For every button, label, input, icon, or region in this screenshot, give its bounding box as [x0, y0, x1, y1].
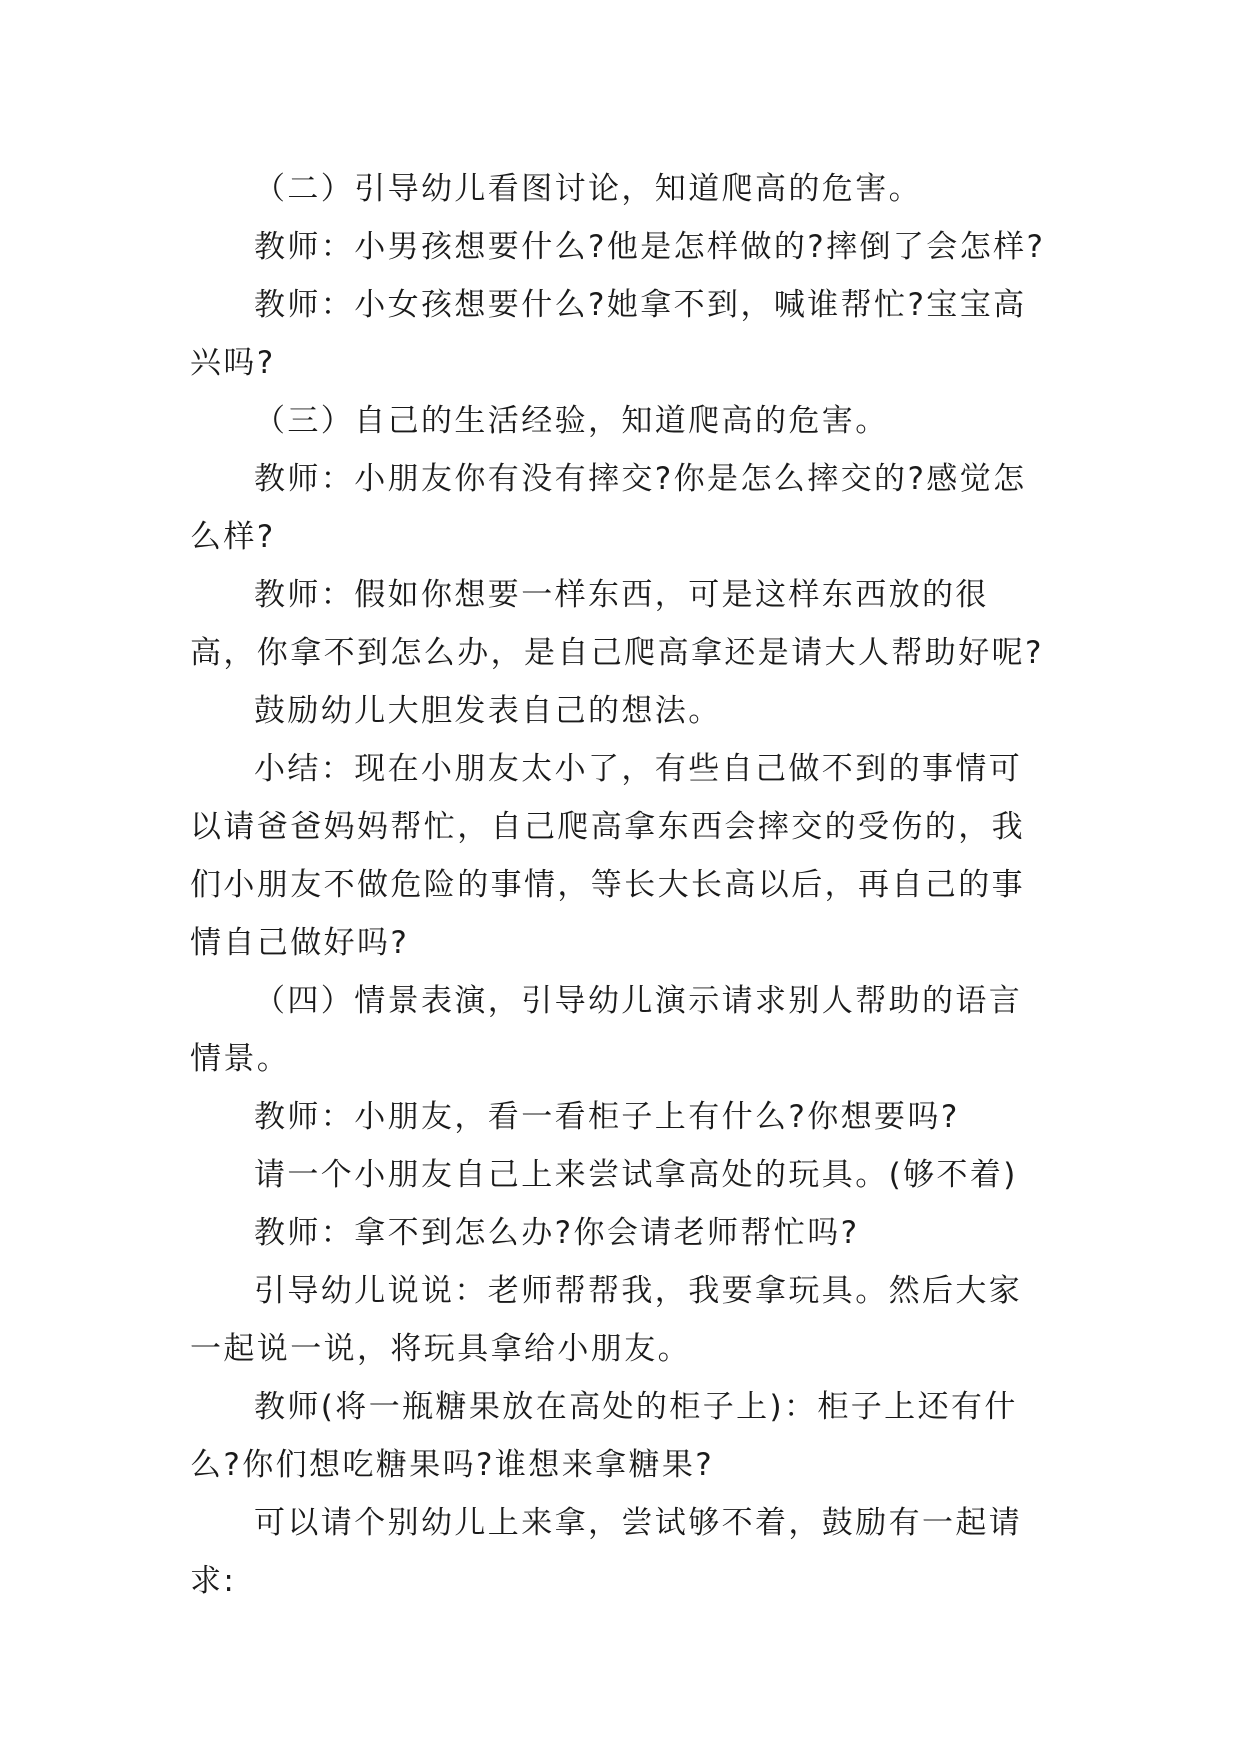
paragraph-child-try: 请一个小朋友自己上来尝试拿高处的玩具。(够不着): [254, 1157, 1018, 1193]
paragraph-teacher-question-reach: 教师：假如你想要一样东西，可是这样东西放的很高，你拿不到怎么办，是自己爬高拿还是请大人帮助好呢?: [190, 577, 1044, 671]
paragraph-section-4-heading: （四）情景表演，引导幼儿演示请求别人帮助的语言情景。: [190, 983, 1023, 1077]
paragraph-teacher-candy: 教师(将一瓶糖果放在高处的柜子上)：柜子上还有什么?你们想吃糖果吗?谁想来拿糖果?: [190, 1389, 1018, 1483]
paragraph-summary: 小结：现在小朋友太小了，有些自己做不到的事情可以请爸爸妈妈帮忙，自己爬高拿东西会摔交的受伤的，我们小朋友不做危险的事情，等长大长高以后，再自己的事情自己做好吗?: [190, 751, 1025, 961]
paragraph-teacher-question-boy: 教师：小男孩想要什么?他是怎样做的?摔倒了会怎样?: [254, 229, 1046, 265]
paragraph-encourage: 鼓励幼儿大胆发表自己的想法。: [254, 693, 722, 729]
document-body: [190, 160, 1052, 1610]
paragraph-section-3-heading: （三）自己的生活经验，知道爬高的危害。: [254, 403, 889, 439]
paragraph-teacher-help: 教师：拿不到怎么办?你会请老师帮忙吗?: [254, 1215, 860, 1251]
paragraph-teacher-question-fall: 教师：小朋友你有没有摔交?你是怎么摔交的?感觉怎么样?: [190, 461, 1027, 555]
paragraph-teacher-cabinet: 教师：小朋友，看一看柜子上有什么?你想要吗?: [254, 1099, 960, 1135]
paragraph-guide-speak: 引导幼儿说说：老师帮帮我，我要拿玩具。然后大家一起说一说，将玩具拿给小朋友。: [190, 1273, 1023, 1367]
paragraph-teacher-question-girl: 教师：小女孩想要什么?她拿不到，喊谁帮忙?宝宝高兴吗?: [190, 287, 1027, 381]
paragraph-invite-children: 可以请个别幼儿上来拿，尝试够不着，鼓励有一起请求:: [190, 1505, 1023, 1599]
paragraph-section-2-heading: （二）引导幼儿看图讨论，知道爬高的危害。: [254, 171, 922, 207]
